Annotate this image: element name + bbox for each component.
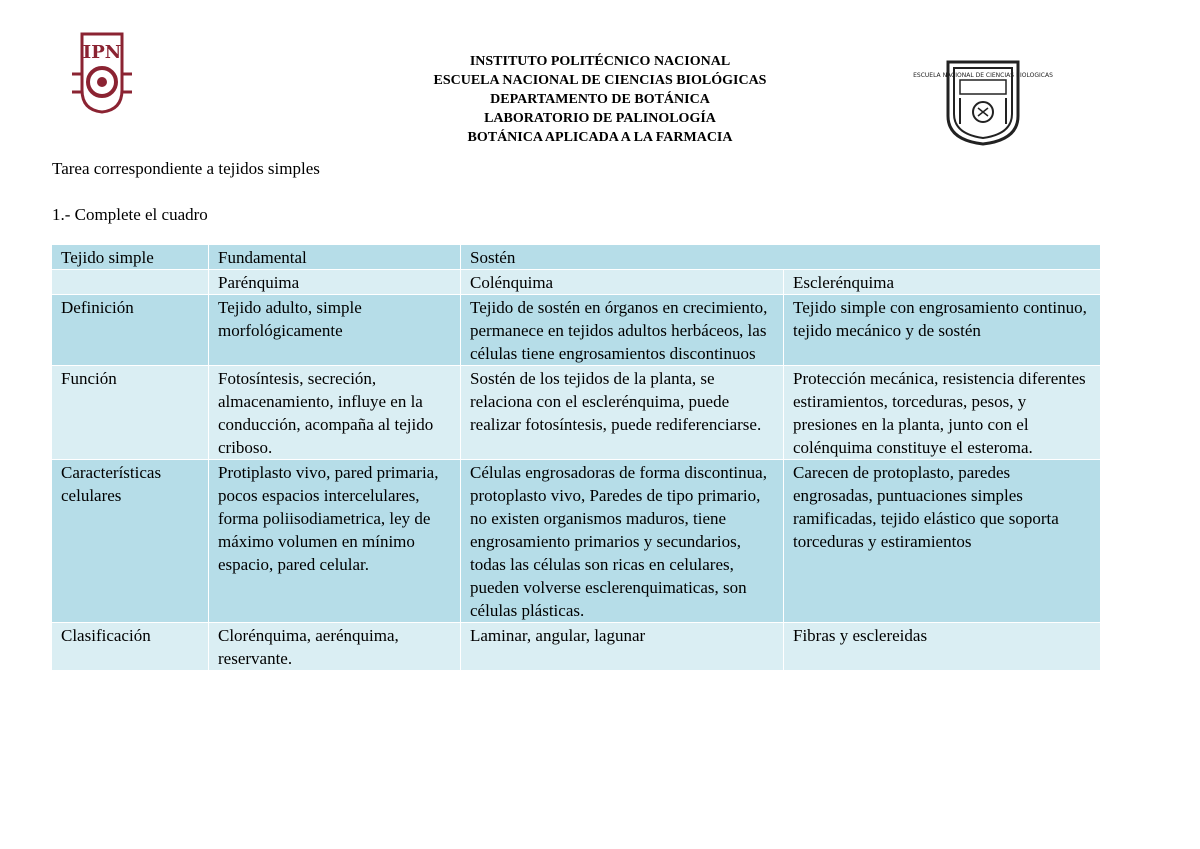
cell-colenquima: Laminar, angular, lagunar bbox=[461, 623, 784, 671]
cell-colenquima: Células engrosadoras de forma discontinua, protoplasto vivo, Paredes de tipo primario, no existen organismos maduros, tiene engrosamiento primarios y secundarios, todas las células son ricas en celulares, pueden volverse esclerenquimaticas, son células plásticas. bbox=[461, 460, 784, 623]
header-line-school: ESCUELA NACIONAL DE CIENCIAS BIOLÓGICAS bbox=[433, 73, 767, 88]
cell-esclerenquima: Fibras y esclereidas bbox=[784, 623, 1101, 671]
cell-parenquima: Fotosíntesis, secreción, almacenamiento, influye en la conducción, acompaña al tejido criboso. bbox=[209, 366, 461, 460]
header-line-course: BOTÁNICA APLICADA A LA FARMACIA bbox=[467, 130, 733, 145]
table-header-row bbox=[52, 245, 1101, 270]
header-line-institute: INSTITUTO POLITÉCNICO NACIONAL bbox=[469, 54, 731, 69]
document-header bbox=[380, 52, 820, 147]
task-title: Tarea correspondiente a tejidos simples bbox=[52, 159, 320, 178]
table-subheader-row bbox=[52, 270, 1101, 295]
table-row bbox=[52, 623, 1101, 671]
header-cell-tejido: Tejido simple bbox=[52, 245, 209, 270]
table-row bbox=[52, 460, 1101, 623]
encb-logo bbox=[913, 58, 1053, 146]
cell-esclerenquima: Protección mecánica, resistencia diferentes estiramientos, torceduras, pesos, y presiones en la planta, junto con el colénquima constituye el esteroma. bbox=[784, 366, 1101, 460]
row-label: Definición bbox=[52, 295, 209, 366]
subheader-cell-empty bbox=[52, 270, 209, 295]
table-row bbox=[52, 295, 1101, 366]
cell-colenquima: Sostén de los tejidos de la planta, se relaciona con el esclerénquima, puede realizar fotosíntesis, puede rediferenciarse. bbox=[461, 366, 784, 460]
header-cell-fundamental: Fundamental bbox=[209, 245, 461, 270]
header-line-department: DEPARTAMENTO DE BOTÁNICA bbox=[490, 92, 710, 107]
subheader-cell-esclerenquima: Esclerénquima bbox=[784, 270, 1101, 295]
row-label: Función bbox=[52, 366, 209, 460]
ipn-logo-text: IPN bbox=[82, 42, 122, 63]
subheader-cell-parenquima: Parénquima bbox=[209, 270, 461, 295]
header-line-laboratory: LABORATORIO DE PALINOLOGÍA bbox=[484, 111, 716, 126]
table-row bbox=[52, 366, 1101, 460]
encb-logo-text: ESCUELA NACIONAL DE CIENCIAS BIOLOGICAS bbox=[913, 72, 1053, 79]
cell-parenquima: Tejido adulto, simple morfológicamente bbox=[209, 295, 461, 366]
cell-parenquima: Protiplasto vivo, pared primaria, pocos espacios intercelulares, forma poliisodiametrica, ley de máximo volumen en mínimo espacio, pared celular. bbox=[209, 460, 461, 623]
cell-esclerenquima: Tejido simple con engrosamiento continuo, tejido mecánico y de sostén bbox=[784, 295, 1101, 366]
ipn-logo bbox=[68, 30, 136, 114]
cell-colenquima: Tejido de sostén en órganos en crecimiento, permanece en tejidos adultos herbáceos, las células tiene engrosamientos discontinuos bbox=[461, 295, 784, 366]
task-instruction: 1.- Complete el cuadro bbox=[52, 205, 208, 224]
cell-esclerenquima: Carecen de protoplasto, paredes engrosadas, puntuaciones simples ramificadas, tejido elástico que soporta torceduras y estiramientos bbox=[784, 460, 1101, 623]
row-label: Características celulares bbox=[52, 460, 209, 623]
tissue-table bbox=[51, 244, 1101, 671]
row-label: Clasificación bbox=[52, 623, 209, 671]
subheader-cell-colenquima: Colénquima bbox=[461, 270, 784, 295]
header-cell-sosten: Sostén bbox=[461, 245, 1101, 270]
cell-parenquima: Clorénquima, aerénquima, reservante. bbox=[209, 623, 461, 671]
